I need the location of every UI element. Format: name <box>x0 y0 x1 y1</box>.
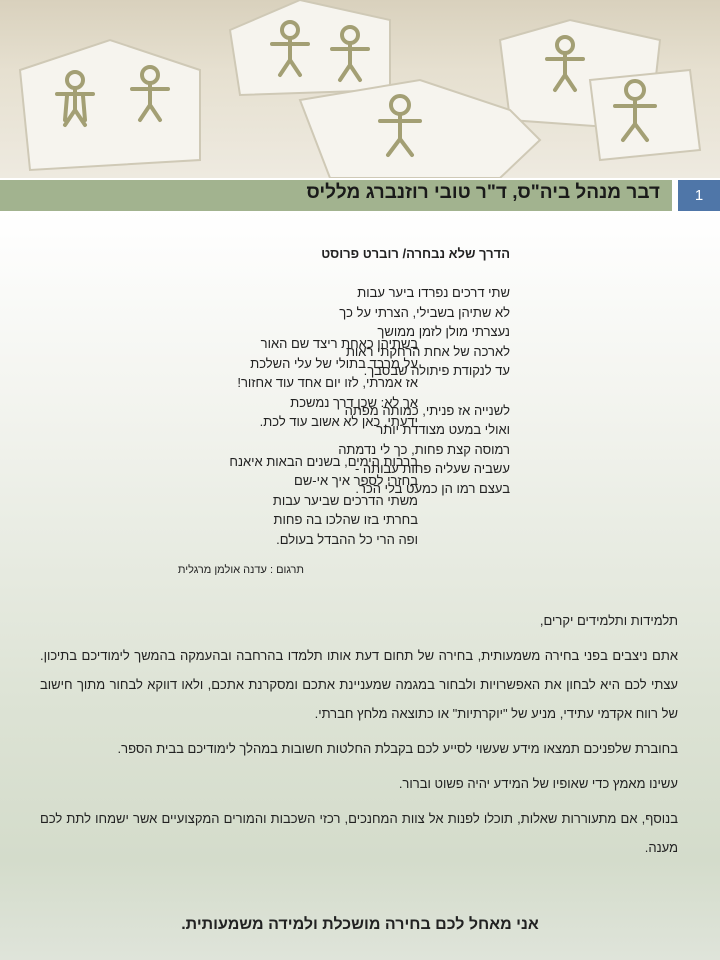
poem-line: ידעתי. כאן לא אשוב עוד לכת. <box>259 414 418 430</box>
poem-line: עד לנקודת פיתולה שבסבך. <box>363 363 510 379</box>
poem-line: ופה הרי כל ההבדל בעולם. <box>276 531 418 547</box>
poem-line: רמוסה קצת פחות, כך לי נדמתה <box>338 441 510 457</box>
section-banner <box>0 180 672 211</box>
poem-line: ברבות הימים, בשנים הבאות איאנח <box>229 453 418 469</box>
poem-line: אז אמרתי, לזו יום אחד עוד אחזור! <box>237 375 418 391</box>
poem-line: עשביה שעליה פחות עבותה - <box>354 461 510 477</box>
letter-greeting: תלמידות ותלמידים יקרים, <box>539 613 678 628</box>
poem-line: בחזרי לספר איך אי-שם <box>294 473 418 489</box>
letter-paragraph: בחוברת שלפניכם תמצאו מידע שעשוי לסייע לכם בקבלת החלטות חשובות במהלך לימודיכם בבית הספר. <box>117 741 678 756</box>
poem-line: ואולי במעט מצודדת יותר <box>376 422 510 438</box>
section-number: 1 <box>678 180 720 211</box>
letter-paragraph: בנוסף, אם מתעוררות שאלות, תוכלו לפנות אל צוות המחנכים, רכזי השכבות והמורים המקצועיים אשר ישמחו לתת לכם מענה. <box>40 811 678 855</box>
poem-line: בחרתי בזו שהלכו בה פחות <box>273 512 418 528</box>
poem-line: שתי דרכים נפרדו ביער עבות <box>357 285 510 300</box>
section-title: דבר מנהל ביה"ס, ד"ר טובי רוזנברג מלליס <box>306 182 660 203</box>
poem-line: בשתיהן כאחת ריצד שם האור <box>260 336 418 351</box>
poem-line: נעצרתי מולן לזמן ממושך <box>377 324 510 340</box>
header-photo <box>0 0 720 178</box>
poem-column-left <box>229 334 418 550</box>
closing-line: אני מאחל לכם בחירה מושכלת ולמידה משמעותית. <box>181 916 539 933</box>
poem-line: אך לא: שכן דרך נמשכת <box>290 394 418 410</box>
poem-line: בעצם רמו הן כמעט בלי הכר. <box>355 480 510 496</box>
stanza-gap <box>229 432 418 452</box>
letter-paragraph: עשינו מאמץ כדי שאופיו של המידע יהיה פשוט וברור. <box>398 776 678 791</box>
letter-body <box>40 606 678 868</box>
poem-title: הדרך שלא נבחרה/ רוברט פרוסט <box>321 246 510 261</box>
poem-line: לארכה של אחת הרחקתי ראות <box>345 343 510 359</box>
poem-line: לשנייה אז פניתי, כמותה מפתה <box>344 402 510 418</box>
poem-line: לא שתיהן בשבילי, הצרתי על כך <box>339 304 510 320</box>
translation-credit: תרגום : עדנה אולמן מרגלית <box>177 564 304 576</box>
poem-line: על מרבד בתולי של עלי השלכת <box>250 355 418 371</box>
poem-line: משתי הדרכים שביער עבות <box>272 492 418 508</box>
letter-paragraph: אתם ניצבים בפני בחירה משמעותית, בחירה של תחום דעת אותו תלמדו בהרחבה ובהעמקה בהמשך לימודיכם בתיכון. עצתי לכם היא לבחון את האפשרויות ולבחור במגמה שמעניינת אתכם ומסקרנת אתכם, ולאו דווקא לבחור מתוך חישוב של רווח אקדמי עתידי, מניע של "יוקרתיות" או כתוצאה מלחץ חברתי. <box>40 648 678 721</box>
